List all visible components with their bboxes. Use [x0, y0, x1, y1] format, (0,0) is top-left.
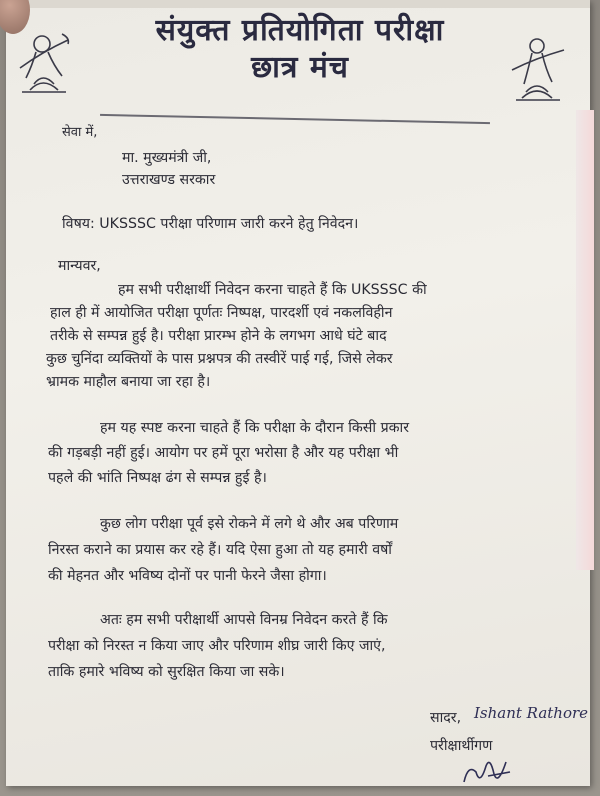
closing-sadar: सादर,: [430, 710, 462, 726]
address-recipient: मा. मुख्यमंत्री जी,: [122, 150, 212, 166]
signature-scribble: [458, 752, 518, 792]
paragraph-3-line: की मेहनत और भविष्य दोनों पर पानी फेरने जैसा होगा।: [48, 568, 327, 584]
greeting: मान्यवर,: [58, 258, 101, 274]
paragraph-2-line: पहले की भांति निष्पक्ष ढंग से सम्पन्न हुई है।: [48, 470, 267, 486]
paragraph-1-line: भ्रामक माहौल बनाया जा रहा है।: [46, 374, 211, 390]
subject-line: विषय: UKSSSC परीक्षा परिणाम जारी करने हेतु निवेदन।: [62, 216, 359, 232]
closing-signatory: परीक्षार्थीगण: [430, 738, 493, 754]
paragraph-1-line: कुछ चुनिंदा व्यक्तियों के पास प्रश्नपत्र की तस्वीरें पाई गई, जिसे लेकर: [46, 351, 393, 367]
address-government: उत्तराखण्ड सरकार: [122, 172, 216, 188]
paragraph-2-line: की गड़बड़ी नहीं हुई। आयोग पर हमें पूरा भरोसा है और यह परीक्षा भी: [48, 445, 399, 461]
paragraph-3-line: कुछ लोग परीक्षा पूर्व इसे रोकने में लगे थे और अब परिणाम: [100, 516, 399, 532]
handwritten-name: Ishant Rathore: [474, 704, 589, 722]
paragraph-4-line: अतः हम सभी परीक्षार्थी आपसे विनम्र निवेदन करते हैं कि: [100, 612, 388, 628]
paragraph-4-line: ताकि हमारे भविष्य को सुरक्षित किया जा सके।: [48, 664, 285, 680]
paragraph-4-line: परीक्षा को निरस्त न किया जाए और परिणाम शीघ्र जारी किए जाएं,: [48, 638, 386, 654]
paragraph-3-line: निरस्त कराने का प्रयास कर रहे हैं। यदि ऐसा हुआ तो यह हमारी वर्षों: [48, 542, 392, 558]
address-to: सेवा में,: [62, 125, 98, 140]
paragraph-1-line: हम सभी परीक्षार्थी निवेदन करना चाहते हैं कि UKSSSC की: [118, 282, 427, 298]
organization-title: संयुक्त प्रतियोगिता परीक्षा: [155, 13, 445, 48]
organization-subtitle: छात्र मंच: [251, 50, 349, 85]
paragraph-2-line: हम यह स्पष्ट करना चाहते हैं कि परीक्षा के दौरान किसी प्रकार: [100, 420, 410, 436]
paragraph-1-line: हाल ही में आयोजित परीक्षा पूर्णतः निष्पक्ष, पारदर्शी एवं नकलविहीन: [50, 305, 393, 321]
paragraph-1-line: तरीके से सम्पन्न हुई है। परीक्षा प्रारम्भ होने के लगभग आधे घंटे बाद: [50, 328, 387, 344]
